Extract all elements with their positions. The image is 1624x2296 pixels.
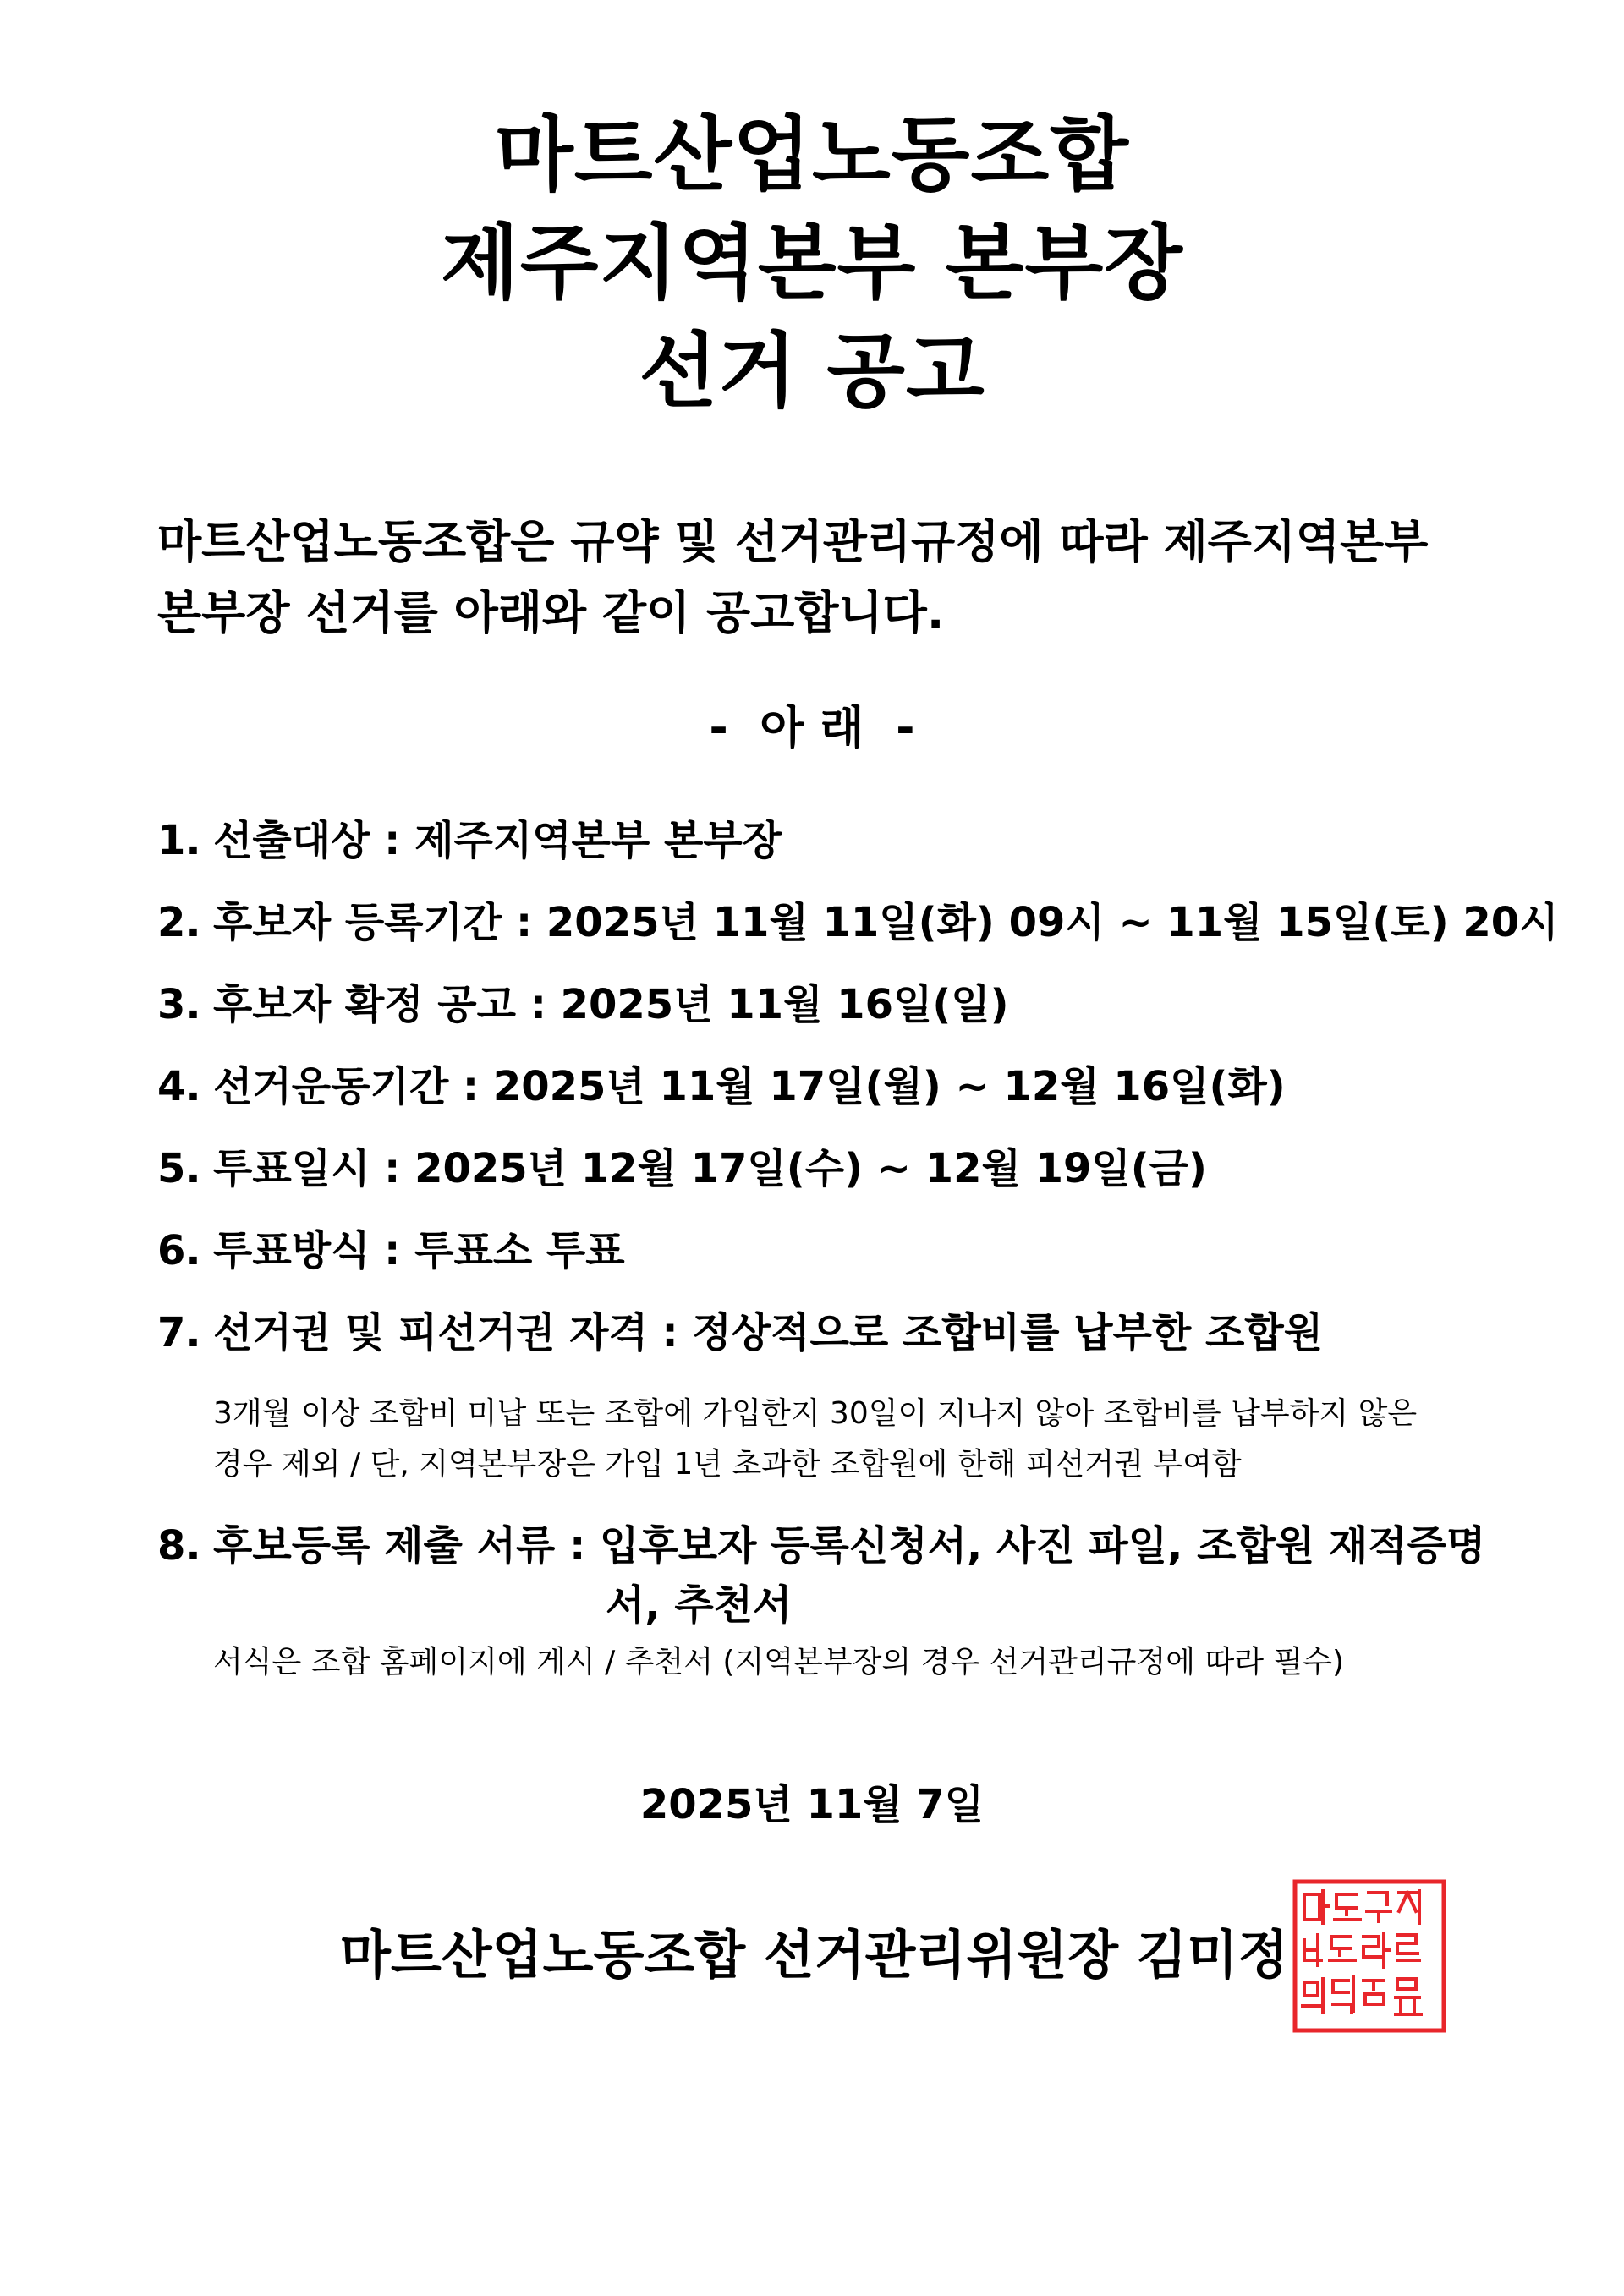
item-number: 2. bbox=[157, 899, 201, 946]
list-item bbox=[157, 899, 1559, 946]
notice-date: 2025년 11월 7일 bbox=[639, 1781, 985, 1828]
intro-line-1: 마트산업노동조합은 규약 및 선거관리규정에 따라 제주지역본부 bbox=[157, 515, 1429, 568]
item-number: 1. bbox=[157, 817, 201, 864]
item-number: 5. bbox=[157, 1145, 201, 1192]
title-line-3: 선거 공고 bbox=[639, 324, 985, 419]
official-seal-stamp bbox=[1292, 1879, 1446, 2033]
list-item bbox=[157, 1145, 1494, 1192]
item-text: 후보등록 제출 서류 : 입후보자 등록신청서, 사진 파일, 조합원 재적증명 bbox=[213, 1522, 1486, 1570]
title-line-2: 제주지역본부 본부장 bbox=[440, 216, 1184, 310]
item-text: 투표일시 : 2025년 12월 17일(수) ~ 12월 19일(금) bbox=[213, 1145, 1207, 1192]
item-8-note: 서식은 조합 홈페이지에 게시 / 추천서 (지역본부장의 경우 선거관리규정에 따라 필수) bbox=[213, 1645, 1345, 1680]
item-7-note-line-2: 경우 제외 / 단, 지역본부장은 가입 1년 초과한 조합원에 한해 피선거권 부여함 bbox=[213, 1447, 1242, 1482]
below-heading: - 아 래 - bbox=[709, 701, 915, 754]
item-number: 4. bbox=[157, 1063, 201, 1110]
list-item bbox=[157, 817, 1494, 864]
list-item bbox=[157, 1063, 1494, 1110]
item-text: 후보자 등록기간 : 2025년 11월 11일(화) 09시 ~ 11월 15일(토) 20시 bbox=[213, 899, 1559, 946]
item-text: 선거권 및 피선거권 자격 : 정상적으로 조합비를 납부한 조합원 bbox=[213, 1309, 1324, 1356]
intro-line-2: 본부장 선거를 아래와 같이 공고합니다. bbox=[157, 586, 945, 639]
list-item bbox=[157, 1522, 1494, 1570]
signer-line: 마트산업노동조합 선거관리위원장 김미정 bbox=[340, 1924, 1289, 1986]
item-number: 3. bbox=[157, 981, 201, 1028]
title-line-1: 마트산업노동조합 bbox=[495, 107, 1129, 202]
item-text: 후보자 확정 공고 : 2025년 11월 16일(일) bbox=[213, 981, 1009, 1028]
item-7-note-line-1: 3개월 이상 조합비 미납 또는 조합에 가입한지 30일이 지나지 않아 조합비를 납부하지 않은 bbox=[213, 1396, 1418, 1431]
list-item bbox=[157, 1309, 1494, 1356]
list-item bbox=[157, 1227, 1494, 1274]
seal-glyphs bbox=[1303, 1891, 1421, 2014]
item-text: 선거운동기간 : 2025년 11월 17일(월) ~ 12월 16일(화) bbox=[213, 1063, 1286, 1110]
item-text: 선출대상 : 제주지역본부 본부장 bbox=[213, 817, 782, 864]
item-number: 6. bbox=[157, 1227, 201, 1274]
item-number: 8. bbox=[157, 1522, 201, 1570]
item-text: 투표방식 : 투표소 투표 bbox=[213, 1227, 625, 1274]
list-item bbox=[157, 981, 1494, 1028]
item-number: 7. bbox=[157, 1309, 201, 1356]
item-8-continuation: 서, 추천서 bbox=[606, 1581, 793, 1629]
